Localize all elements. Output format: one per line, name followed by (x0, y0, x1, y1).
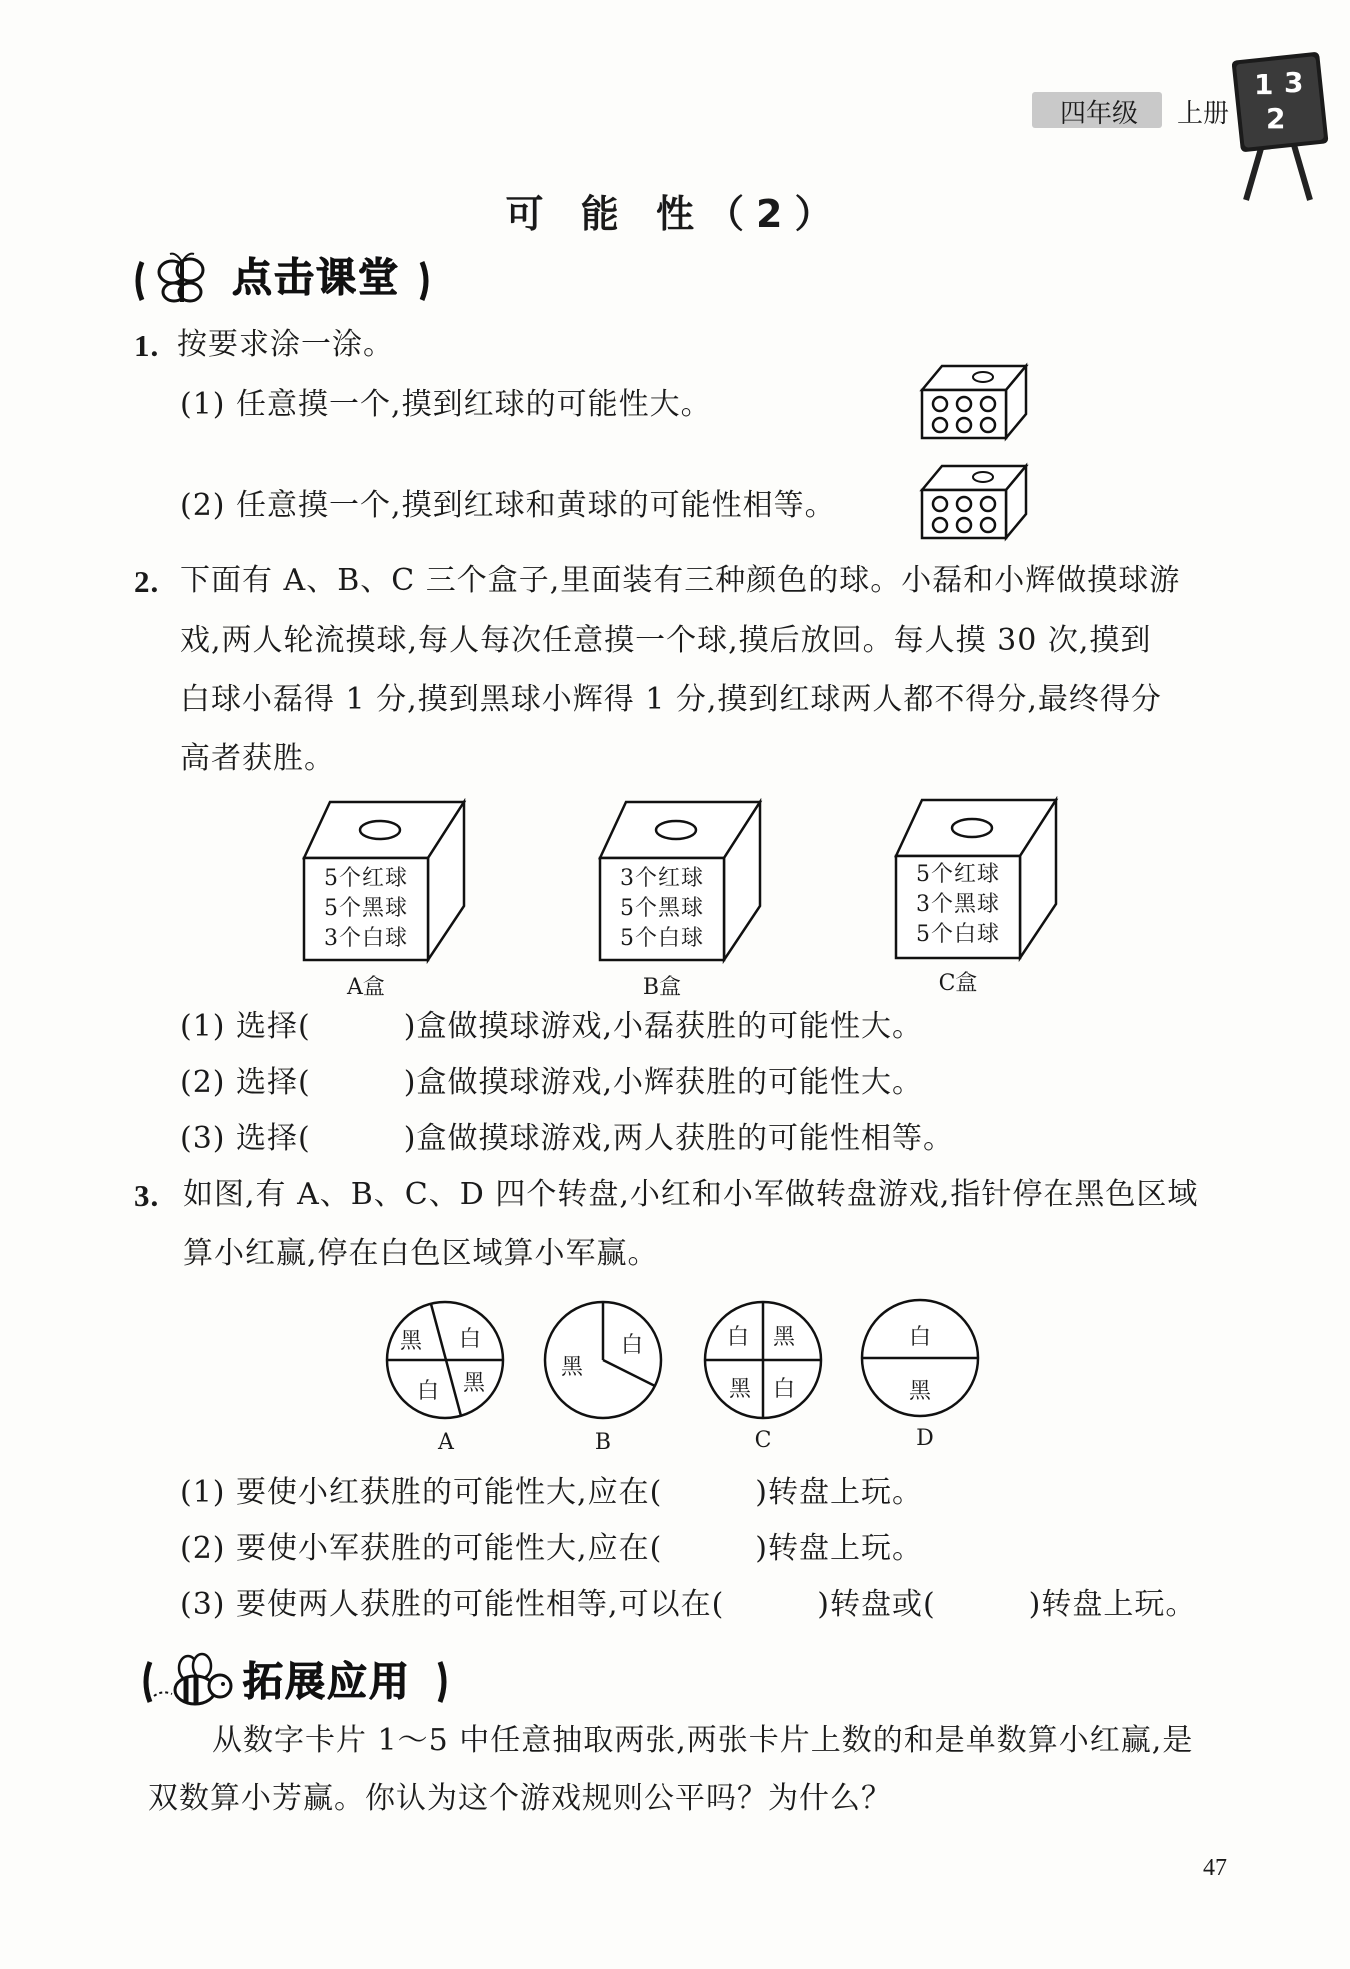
question-number: 1. (134, 328, 160, 363)
spinner-label: 白 (417, 1379, 440, 1404)
spinner-label: 黑 (729, 1377, 752, 1402)
spinner-label: 白 (727, 1325, 750, 1350)
spinner-label: 黑 (463, 1371, 486, 1396)
spinner-a (383, 1298, 507, 1422)
spinner-label: 白 (459, 1327, 482, 1352)
spinner-c (701, 1298, 825, 1422)
section-title-classroom: 点击课堂 (232, 255, 400, 301)
logo-digit: 3 (1284, 66, 1304, 99)
spinner-label: 白 (621, 1333, 644, 1358)
question-text-line: 算小红赢,停在白色区域算小军赢。 (183, 1236, 659, 1271)
box-contents (304, 864, 428, 954)
box-caption: A盒 (347, 975, 385, 1000)
spinner-b (541, 1298, 665, 1422)
box-caption: C盒 (938, 971, 978, 996)
box-line: 3个黑球 (916, 892, 1000, 917)
spinner-caption: A (438, 1430, 454, 1455)
extension-text-line: 双数算小芳赢。你认为这个游戏规则公平吗？为什么？ (148, 1781, 892, 1816)
bee-icon (154, 1654, 231, 1704)
page-title: 可 能 性（2） (505, 192, 845, 236)
box-line: 3个红球 (620, 866, 704, 891)
box-line: 3个白球 (324, 926, 408, 951)
box-line: 5个白球 (620, 926, 704, 951)
volume-label: 上册 (1177, 99, 1230, 129)
box-caption: B盒 (642, 975, 682, 1000)
sub-question: (2) 任意摸一个,摸到红球和黄球的可能性相等。 (180, 488, 836, 523)
question-text-line: 高者获胜。 (180, 741, 335, 776)
sub-question-fill-in[interactable]: (2) 选择( )盒做摸球游戏,小辉获胜的可能性大。 (180, 1065, 923, 1100)
spinner-caption: C (754, 1428, 772, 1453)
grade-label: 四年级 (1060, 99, 1139, 129)
extension-text-line: 从数字卡片 1～5 中任意抽取两张,两张卡片上数的和是单数算小红赢,是 (212, 1723, 1194, 1758)
section-title-extension: 拓展应用 (243, 1659, 411, 1705)
box-line: 5个红球 (324, 866, 408, 891)
box-line: 5个红球 (916, 862, 1000, 887)
logo-digit: 1 (1254, 68, 1274, 101)
sub-question-fill-in[interactable]: (1) 要使小红获胜的可能性大,应在( )转盘上玩。 (180, 1475, 923, 1510)
question-number: 2. (134, 564, 160, 599)
box-line: 5个黑球 (324, 896, 408, 921)
butterfly-icon (159, 254, 203, 302)
box-line: 5个白球 (916, 922, 1000, 947)
spinner-label: 黑 (400, 1329, 423, 1354)
question-text-line: 下面有 A、B、C 三个盒子,里面装有三种颜色的球。小磊和小辉做摸球游 (180, 563, 1181, 598)
ball-box-icon[interactable] (918, 362, 1030, 442)
ball-box-icon[interactable] (918, 462, 1030, 542)
question-stem: 按要求涂一涂。 (177, 327, 394, 362)
sub-question-fill-in[interactable]: (2) 要使小军获胜的可能性大,应在( )转盘上玩。 (180, 1531, 923, 1566)
spinner-caption: D (916, 1426, 934, 1451)
box-line: 5个黑球 (620, 896, 704, 921)
question-number: 3. (134, 1178, 160, 1213)
box-contents (896, 860, 1020, 950)
spinner-label: 黑 (909, 1379, 932, 1404)
question-text-line: 如图,有 A、B、C、D 四个转盘,小红和小军做转盘游戏,指针停在黑色区域 (183, 1177, 1199, 1212)
spinner-label: 白 (773, 1377, 796, 1402)
sub-question-fill-in[interactable]: (3) 选择( )盒做摸球游戏,两人获胜的可能性相等。 (180, 1121, 954, 1156)
box-contents (600, 864, 724, 954)
spinner-label: 黑 (561, 1355, 584, 1380)
page-number: 47 (1203, 1855, 1227, 1881)
sub-question: (1) 任意摸一个,摸到红球的可能性大。 (180, 387, 712, 422)
logo-digit: 2 (1266, 102, 1286, 135)
spinner-caption: B (594, 1430, 612, 1455)
question-text-line: 戏,两人轮流摸球,每人每次任意摸一个球,摸后放回。每人摸 30 次,摸到 (180, 623, 1152, 658)
spinner-label: 白 (909, 1325, 932, 1350)
question-text-line: 白球小磊得 1 分,摸到黑球小辉得 1 分,摸到红球两人都不得分,最终得分 (180, 682, 1162, 717)
spinner-label: 黑 (773, 1325, 796, 1350)
sub-question-fill-in[interactable]: (3) 要使两人获胜的可能性相等,可以在( )转盘或( )转盘上玩。 (180, 1587, 1197, 1622)
sub-question-fill-in[interactable]: (1) 选择( )盒做摸球游戏,小磊获胜的可能性大。 (180, 1009, 923, 1044)
